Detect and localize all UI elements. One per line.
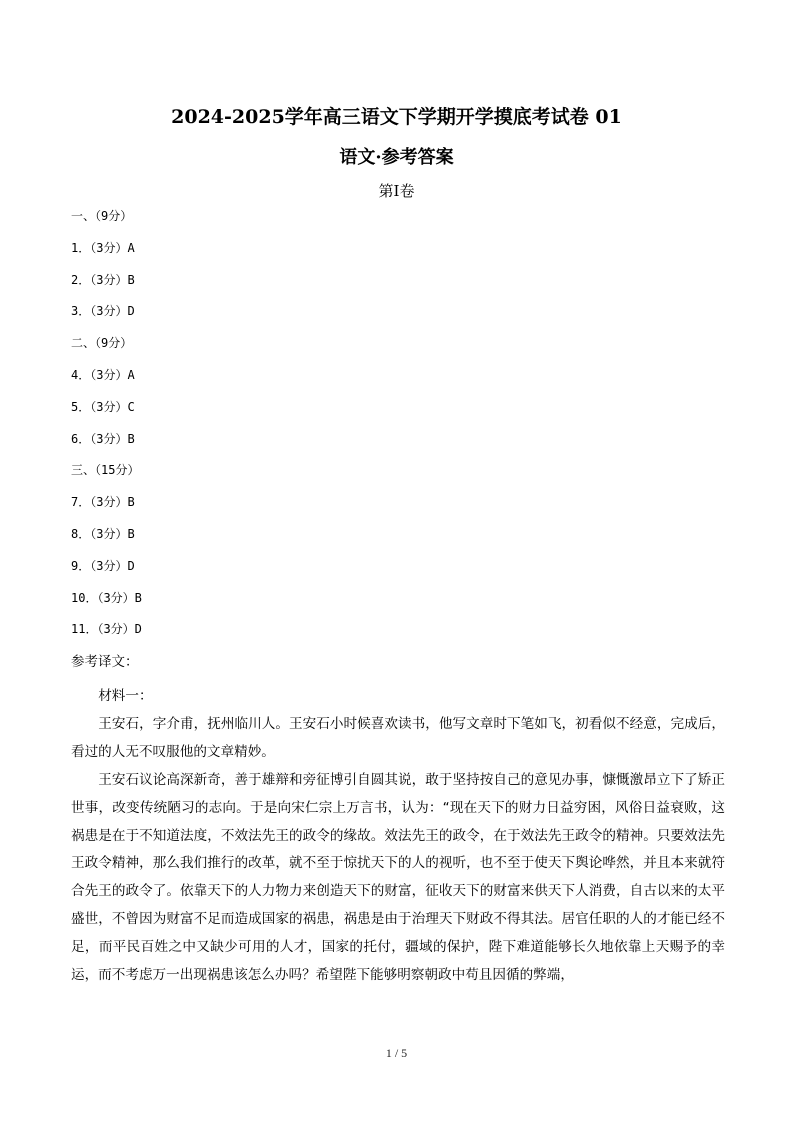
answer-item: 8．（3分）B [71, 526, 135, 541]
answer-item: 5．（3分）C [71, 399, 135, 414]
document-subtitle: 语文·参考答案 [339, 147, 454, 168]
section-header: 二、（9分） [71, 336, 133, 351]
reference-translation-body [71, 683, 725, 990]
section-header: 一、（9分） [71, 209, 133, 223]
reference-translation-heading: 参考译文： [71, 654, 139, 670]
answer-item: 1．（3分）A [71, 240, 135, 255]
translation-paragraph: 王安石议论高深新奇，善于雄辩和旁征博引自圆其说，敢于坚持按自己的意见办事，慷慨激昂立下了矫正世事，改变传统陋习的志向。于是向宋仁宗上万言书，认为：“现在天下的财力日益穷困，风俗日益衰败，这祸患是在于不知道法度，不效法先王的政令的缘故。效法先王的政令，在于效法先王政令的精神。只要效法先王政令精神，那么我们推行的改革，就不至于惊扰天下的人的视听，也不至于使天下舆论哗然，并且本来就符合先王的政令了。依靠天下的人力物力来创造天下的财富，征收天下的财富来供天下人消费，自古以来的太平盛世，不曾因为财富不足而造成国家的祸患，祸患是由于治理天下财政不得其法。居官任职的人的才能已经不足，而平民百姓之中又缺少可用的人才，国家的托付，疆域的保护，陛下难道能够长久地依靠上天赐予的幸运，而不考虑万一出现祸患该怎么办吗？希望陛下能够明察朝政中苟且因循的弊端， [71, 771, 725, 984]
page-number: 1 / 5 [385, 1046, 408, 1060]
section-header: 三、（15分） [71, 463, 140, 478]
answer-item: 10．（3分）B [71, 590, 142, 605]
answer-item: 3．（3分）D [71, 304, 135, 319]
document-title: 2024-2025学年高三语文下学期开学摸底考试卷 01 [171, 106, 622, 128]
answer-item: 7．（3分）B [71, 495, 135, 510]
answer-list [71, 205, 142, 650]
material-label: 材料一： [98, 688, 153, 704]
answer-item: 11．（3分）D [71, 622, 142, 637]
translation-paragraph: 王安石，字介甫，抚州临川人。王安石小时候喜欢读书，他写文章时下笔如飞，初看似不经意，完成后，看过的人无不叹服他的文章精妙。 [71, 715, 725, 760]
answer-item: 2．（3分）B [71, 272, 135, 287]
answer-item: 4．（3分）A [71, 367, 135, 382]
volume-label: 第Ⅰ卷 [378, 182, 415, 200]
answer-item: 9．（3分）D [71, 558, 135, 573]
answer-item: 6．（3分）B [71, 431, 135, 446]
